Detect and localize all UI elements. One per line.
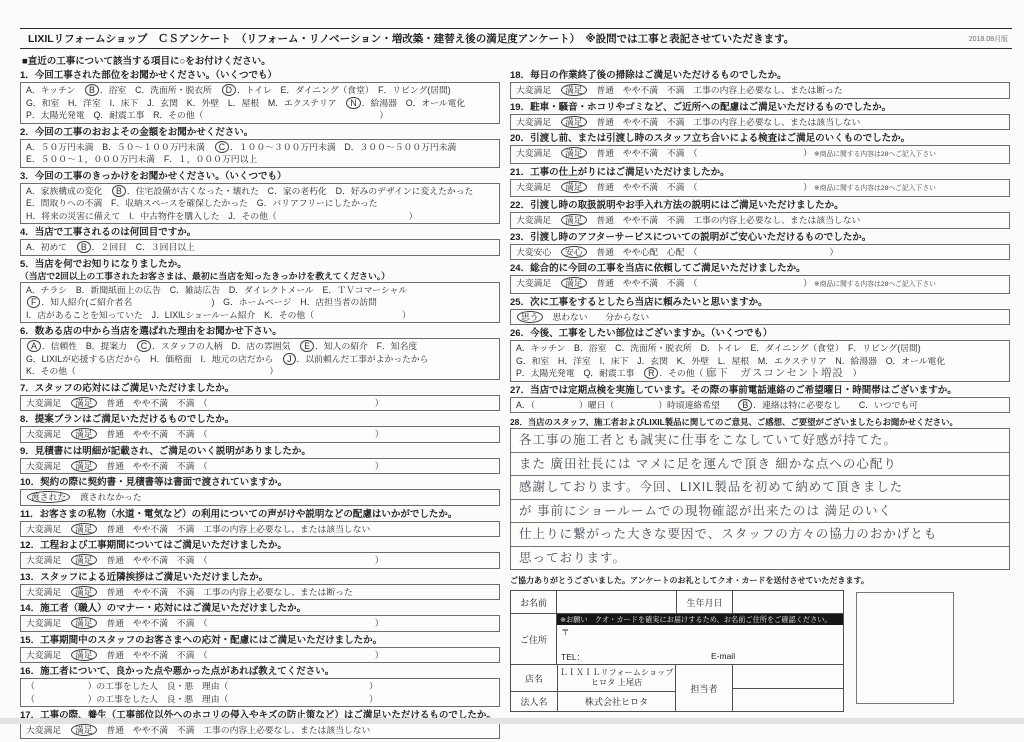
answer-line xyxy=(26,353,494,366)
option-text: A．キッチン xyxy=(26,85,85,95)
circled-option: 満足 xyxy=(561,116,587,128)
option-text: ．知人紹介(ご紹介者名 ) G．ホームページ H．店担当者の訪問 xyxy=(41,297,377,307)
question-23 xyxy=(510,232,1010,261)
question-title: 17．工事の際、養生（工事部位以外へのホコリの侵入やキズの防止策など）はご満足いただけるものでしたか。 xyxy=(20,710,496,721)
option-text: H．将来の災害に備えて I．中古物件を購入した J．その他（ ） xyxy=(26,210,418,221)
answer-line xyxy=(511,500,1009,524)
option-text: G．和室 H．洋室 I．床下 J．玄関 K．外壁 L．屋根 M．エクステリア N．給湯器 O．オール電化 xyxy=(516,355,946,366)
answer-box xyxy=(20,183,500,225)
option-text: G．LIXILが応援する店だから H．価格面 I．地元の店だから xyxy=(26,353,283,364)
left-question-column xyxy=(20,70,500,742)
option-text: ．浴室 C．洗面所・脱衣所 xyxy=(99,85,221,95)
question-title: 12．工程および工事期間についてはご満足いただけましたか。 xyxy=(20,540,287,551)
question-title: 27．当店では定期点検を実施しています。その際の事前電話連絡のご希望曜日・時間帯はございますか。 xyxy=(510,384,957,396)
question-19 xyxy=(510,102,1010,131)
option-text: 普通 やや不満 不満 （ ） xyxy=(97,555,384,565)
question-title: 4．当店で工事されるのは何回目ですか。 xyxy=(20,227,197,238)
question-6 xyxy=(20,326,500,380)
circled-option: B xyxy=(77,241,91,253)
circled-option: 満足 xyxy=(71,428,97,440)
answer-box xyxy=(20,678,500,707)
option-text: A．キッチン B．浴室 C．洗面所・脱衣所 D．トイレ E．ダイニング（食堂） F．リビング(居間) xyxy=(516,343,921,353)
answer-line xyxy=(26,554,494,567)
option-text: 渡されなかった xyxy=(71,492,142,502)
question-14 xyxy=(20,603,500,632)
option-text: 普通 やや不満 不満 工事の内容上必要なし、または該当しない xyxy=(97,523,371,534)
question-18 xyxy=(510,70,1010,99)
answer-box xyxy=(510,244,1010,261)
form-row-name xyxy=(511,591,843,614)
answer-line xyxy=(511,429,1009,453)
question-27 xyxy=(510,385,1010,414)
answer-box xyxy=(20,426,500,443)
circled-option: N xyxy=(346,97,360,109)
option-text: ．給湯器 O．オール電化 xyxy=(361,97,466,108)
option-text: P．太陽光発電 Q．耐震工事 xyxy=(516,368,644,378)
question-title: 14．施工者（職人）のマナー・応対にはご満足いただけましたか。 xyxy=(20,603,307,614)
question-11 xyxy=(20,509,500,538)
answer-box xyxy=(20,458,500,475)
footnote-text: ※商品に関する内容は28へご記入下さい xyxy=(813,281,936,288)
answer-box xyxy=(20,552,500,569)
option-text: 普通 やや不満 不満 工事の内容上必要なし、または該当しない xyxy=(97,725,371,735)
option-text: G．和室 H．洋室 I．床下 J．玄関 K．外壁 L．屋根 M．エクステリア xyxy=(26,97,346,108)
answer-line xyxy=(516,342,1004,355)
answer-line xyxy=(516,84,1004,97)
option-text: 大変満足 xyxy=(26,460,70,471)
question-title: 16．施工者について、良かった点や悪かった点があれば教えてください。 xyxy=(20,666,335,677)
question-title: 6．数ある店の中から当店を選ばれた理由をお聞かせ下さい。 xyxy=(20,326,282,337)
circled-option: B xyxy=(112,185,126,197)
handwritten-text: 廊下 ガスコンセント増設 xyxy=(705,367,844,379)
shop-value xyxy=(558,665,675,691)
question-17 xyxy=(20,710,500,739)
form-row-address xyxy=(511,614,843,665)
answer-line xyxy=(26,153,494,166)
respondent-form-area xyxy=(510,590,1010,712)
option-text: 大変満足 xyxy=(26,429,70,439)
contact-line xyxy=(557,651,843,664)
question-title: 24．総合的に今回の工事を当店に依頼してご満足いただけましたか。 xyxy=(510,263,806,274)
option-text: E．間取りへの不満 F．収納スペースを確保したかった G．バリアフリーにしたかった xyxy=(26,198,378,208)
thanks-note: ご協力ありがとうございました。アンケートのお礼としてクオ・カードを送付させていただきます。 xyxy=(510,576,869,585)
form-row-corp xyxy=(511,692,675,711)
option-text: ．知人の紹介 F．知名度 xyxy=(315,341,418,351)
option-text: 普通 やや不満 不満 （ ） xyxy=(97,460,384,471)
birthdate-label: 生年月日 xyxy=(677,591,733,613)
address-note-bar: ※お願い クオ・カードを確実にお届けするため、お名前ご住所をご確認ください。 xyxy=(557,614,843,625)
answer-line xyxy=(26,693,494,706)
option-text: ．連絡は特に必要なし C．いつでも可 xyxy=(753,399,918,410)
circled-option: 満足 xyxy=(561,147,587,159)
answer-line xyxy=(516,147,1004,162)
option-text: ．トイレ E．ダイニング（食堂） F．リビング(居間) xyxy=(237,85,451,95)
question-title: 8．提案プランはご満足いただけるものでしたか。 xyxy=(20,414,235,425)
option-text: ．２回目 C．３回目以上 xyxy=(91,242,195,252)
right-questions xyxy=(510,70,1010,570)
option-text: A．５０万円未満 B．５０～１００万円未満 xyxy=(26,141,214,152)
instruction-text: ■直近の工事について該当する項目に○をお付けください。 xyxy=(22,56,271,67)
question-title: 18．毎日の作業終了後の掃除はご満足いただけるものでしたか。 xyxy=(510,70,787,81)
option-text: （ ）の工事をした人 良・悪 理由（ ） xyxy=(26,681,378,691)
answer-line xyxy=(26,84,494,97)
circled-option: E xyxy=(300,340,314,352)
option-text: 大変満足 xyxy=(516,215,560,225)
header-bar xyxy=(20,28,1012,49)
option-text: 普通 やや不満 不満 （ ） xyxy=(587,181,812,192)
question-8 xyxy=(20,414,500,443)
answer-line xyxy=(26,309,494,322)
question-28 xyxy=(510,416,1010,570)
option-text: A．初めて xyxy=(26,242,76,252)
tel-label: TEL： xyxy=(561,652,586,662)
shop-corp-cells xyxy=(511,665,676,711)
circled-option: 満足 xyxy=(561,84,587,96)
handwritten-text: 思っております。 xyxy=(519,550,627,565)
question-4 xyxy=(20,227,500,256)
answer-line xyxy=(516,277,1004,292)
question-25 xyxy=(510,297,1010,326)
shop-value-line2: ヒロタ 上尾店 xyxy=(590,678,643,687)
circled-option: 満足 xyxy=(71,460,97,472)
answer-line xyxy=(516,181,1004,196)
circled-option: B xyxy=(85,84,99,96)
option-text: ．以前頼んだ工事がよかったから xyxy=(296,353,429,364)
circled-option: C xyxy=(215,141,229,153)
option-text: 普通 やや不満 不満 工事の内容上必要なし、または該当しない xyxy=(587,116,861,127)
question-16 xyxy=(20,666,500,707)
answer-box xyxy=(510,275,1010,294)
handwritten-text: 感謝しております。今回、LIXIL製品を初めて納めて頂きました xyxy=(519,480,904,494)
option-text: A．家族構成の変化 xyxy=(26,185,112,196)
shop-value-line1: ＬＩＸＩＬリフォームショップ xyxy=(559,668,674,677)
option-text: （ ）の工事をした人 良・悪 理由（ ） xyxy=(26,693,378,704)
version-label: 2018.08月版 xyxy=(968,35,1008,43)
option-text: 大変満足 xyxy=(26,555,70,565)
option-text: ．その他（ xyxy=(659,368,706,378)
corp-label: 法人名 xyxy=(511,692,558,711)
answer-box xyxy=(510,114,1010,131)
answer-line xyxy=(26,365,494,378)
answer-line xyxy=(26,197,494,210)
option-text: ．住宅設備が古くなった・壊れた C．家の老朽化 D．好みのデザインに変えたかった xyxy=(126,185,474,196)
staff-label: 担当者 xyxy=(676,665,733,711)
answer-line xyxy=(26,680,494,693)
postal-mark: 〒 xyxy=(561,627,570,637)
circled-option: R xyxy=(644,367,658,379)
answer-line xyxy=(26,617,494,630)
option-text: 大変満足 xyxy=(516,148,560,158)
answer-box xyxy=(20,722,500,739)
address-field xyxy=(557,614,843,664)
question-26 xyxy=(510,328,1010,382)
right-question-column xyxy=(510,70,1010,712)
circled-option: 満足 xyxy=(71,523,97,535)
answer-line xyxy=(26,724,494,737)
option-text: 大変満足 xyxy=(26,725,70,735)
option-text: 普通 やや不満 不満 （ ） xyxy=(97,649,384,660)
question-24 xyxy=(510,263,1010,294)
question-title: 21．工事の仕上がりにはご満足いただけましたか。 xyxy=(510,166,730,178)
page-title: LIXILリフォームショップ ＣＳアンケート （リフォーム・リノベーション・増改築・建替え後の満足度アンケート） ※設問では工事と表記させていただきます。 xyxy=(28,33,795,45)
question-5 xyxy=(20,259,500,324)
answer-line xyxy=(516,214,1004,227)
answer-box xyxy=(20,521,500,538)
option-text: 大変満足 xyxy=(26,586,70,597)
staff-field-2 xyxy=(733,689,843,712)
answer-line xyxy=(26,586,494,599)
option-text: 普通 やや心配 心配 （ ） xyxy=(587,246,839,257)
answer-line xyxy=(516,367,1004,380)
question-title: 1．今回工事された部位をお聞かせください。（いくつでも） xyxy=(20,70,278,81)
option-text: 普通 やや不満 不満 （ ） xyxy=(587,278,812,288)
two-column-layout xyxy=(20,70,1012,742)
circled-option: 満足 xyxy=(561,181,587,193)
option-text: 普通 やや不満 不満 工事の内容上必要なし、または該当しない xyxy=(587,215,861,225)
answer-line xyxy=(26,109,494,122)
answer-box xyxy=(510,82,1010,99)
question-subtitle: （当店で2回以上の工事されたお客さまは、最初に当店を知ったきっかけを教えてください。） xyxy=(20,270,390,281)
form-row-shop-corp xyxy=(511,665,843,711)
option-text: 普通 やや不満 不満 （ ） xyxy=(97,397,384,408)
option-text: 普通 やや不満 不満 工事の内容上必要なし、または断った xyxy=(587,85,843,95)
question-3 xyxy=(20,171,500,225)
option-text: ．スタッフの人柄 D．店の雰囲気 xyxy=(152,341,300,351)
circled-option: 満足 xyxy=(71,397,97,409)
question-title: 3．今回の工事のきっかけをお聞かせください。（いくつでも） xyxy=(20,170,287,182)
question-title: 26．今後、工事をしたい部位はございますか。（いくつでも） xyxy=(510,328,773,339)
respondent-form-table xyxy=(510,590,844,712)
answer-line xyxy=(26,397,494,410)
option-text: 大変満足 xyxy=(516,278,560,288)
answer-box xyxy=(20,395,500,412)
answer-line xyxy=(26,340,494,353)
answer-line xyxy=(516,399,1004,412)
name-field xyxy=(557,591,677,613)
option-text: K．その他（ ） xyxy=(26,366,279,376)
question-title: 19．駐車・騒音・ホコリやゴミなど、ご近所への配慮はご満足いただけるものでしたか。 xyxy=(510,101,892,113)
question-title: 9．見積書には明細が記載され、ご満足のいく説明がありましたか。 xyxy=(20,445,311,457)
circled-option: 満足 xyxy=(561,277,587,289)
answer-box xyxy=(510,309,1010,326)
question-title: 7．スタッフの応対にはご満足いただけましたか。 xyxy=(20,382,235,394)
option-text: A．チラシ B．新聞紙面上の広告 C．雑誌広告 D．ダイレクトメール E．ＴＶコマーシャル xyxy=(26,284,408,295)
answer-box xyxy=(20,139,500,168)
circled-option: 満足 xyxy=(561,214,587,226)
option-text: 大変満足 xyxy=(26,397,70,408)
name-label: お名前 xyxy=(511,591,557,613)
circled-option: F xyxy=(27,296,40,308)
answer-line xyxy=(516,116,1004,129)
option-text: ） xyxy=(843,368,862,378)
answer-line xyxy=(516,246,1004,259)
handwritten-text: 仕上りに繋がった大きな要因で、スタッフの方々の協力のおかげとも xyxy=(519,527,938,541)
answer-line xyxy=(511,476,1009,500)
answer-line xyxy=(516,355,1004,368)
question-12 xyxy=(20,540,500,569)
option-text: A．（ ）曜日（ ）時頃連絡希望 xyxy=(516,399,738,410)
answer-line xyxy=(26,141,494,154)
answer-box xyxy=(20,489,500,506)
answer-line xyxy=(511,453,1009,477)
option-text: 普通 やや不満 不満 （ ） xyxy=(97,618,384,628)
handwritten-text: が 事前にショールームでの現物確認が出来たのは 満足のいく xyxy=(519,503,892,518)
circled-option: J xyxy=(283,353,295,365)
circled-option: A xyxy=(27,340,41,352)
answer-box xyxy=(510,212,1010,229)
question-20 xyxy=(510,133,1010,164)
answer-line xyxy=(511,523,1009,547)
staff-fields xyxy=(733,665,843,711)
answer-box xyxy=(20,338,500,380)
option-text: 大変満足 xyxy=(516,116,560,127)
answer-line xyxy=(26,460,494,473)
answer-box xyxy=(20,615,500,632)
answer-line xyxy=(26,284,494,297)
circled-option: B xyxy=(738,399,752,411)
circled-option: 思う xyxy=(517,311,543,323)
answer-box xyxy=(510,397,1010,414)
answer-line xyxy=(26,185,494,198)
question-title: 2．今回の工事のおおよその金額をお聞かせください。 xyxy=(20,126,254,138)
answer-line xyxy=(26,296,494,309)
question-title: 25．次に工事をするとしたら当店に頼みたいと思いますか。 xyxy=(510,296,768,308)
circled-option: 満足 xyxy=(71,649,97,661)
circled-option: 満足 xyxy=(71,586,97,598)
staff-field-1 xyxy=(733,665,843,689)
question-title: 23．引渡し時のアフターサービスについての説明がご安心いただけるものでしたか。 xyxy=(510,231,872,243)
question-10 xyxy=(20,477,500,506)
question-15 xyxy=(20,635,500,664)
answer-box xyxy=(20,584,500,601)
corp-value: 株式会社ヒロタ xyxy=(584,697,648,707)
address-label: ご住所 xyxy=(511,614,557,664)
question-13 xyxy=(20,572,500,601)
question-21 xyxy=(510,167,1010,198)
option-text: 思わない 分からない xyxy=(543,311,650,322)
answer-line xyxy=(26,97,494,110)
circled-option: C xyxy=(137,340,151,352)
question-title: 13．スタッフによる近隣挨拶はご満足いただけましたか。 xyxy=(20,571,269,583)
option-text: 普通 やや不満 不満 （ ） xyxy=(97,429,384,439)
answer-box xyxy=(20,282,500,324)
option-text: 普通 やや不満 不満 （ ） xyxy=(587,148,812,158)
answer-line xyxy=(26,428,494,441)
stamp-box xyxy=(856,592,954,704)
footnote-text: ※商品に関する内容は28へご記入下さい xyxy=(813,184,936,192)
handwritten-text: また 廣田社長には マメに足を運んで頂き 細かな点への心配り xyxy=(519,456,897,471)
option-text: 大変安心 xyxy=(516,246,560,257)
question-title: 15．工事期間中のスタッフのお客さまへの応対・配慮にはご満足いただけましたか。 xyxy=(20,634,383,646)
answer-line xyxy=(26,491,494,504)
footnote-text: ※商品に関する内容は28へご記入下さい xyxy=(813,151,936,158)
answer-line xyxy=(26,523,494,536)
birthdate-field xyxy=(733,591,843,613)
question-7 xyxy=(20,383,500,412)
question-22 xyxy=(510,200,1010,229)
shop-label: 店名 xyxy=(511,665,558,691)
option-text: 普通 やや不満 不満 工事の内容上必要なし、または断った xyxy=(97,586,353,597)
handwritten-text: 各工事の施工者とも誠実に仕事をこなしていて好感が持てた。 xyxy=(519,433,898,447)
circled-option: 満足 xyxy=(71,554,97,566)
circled-option: 渡された xyxy=(27,491,70,503)
option-text: E．５００～１，０００万円未満 F．１，０００万円以上 xyxy=(26,154,258,164)
question-title: 20．引渡し前、または引渡し時のスタッフ立ち合いによる検査はご満足のいくものでしたか。 xyxy=(510,133,911,144)
question-title: 11．お客さまの私物（水道・電気など）の利用についての声がけや説明などの配慮はいかがでしたか。 xyxy=(20,508,458,520)
option-text: ．１００～３００万円未満 D．３００～５００万円未満 xyxy=(230,141,457,152)
answer-box xyxy=(20,239,500,256)
answer-line xyxy=(26,210,494,223)
question-1 xyxy=(20,70,500,124)
question-title: 10．契約の際に契約書・見積書等は書面で渡されていますか。 xyxy=(20,477,288,488)
answer-box xyxy=(510,145,1010,164)
answer-line xyxy=(26,649,494,662)
question-title: 28．当店のスタッフ、施工者およびLIXIL製品に関してのご意見、ご感想、ご要望がございましたらお聞かせください。 xyxy=(510,417,958,427)
circled-option: D xyxy=(222,84,236,96)
answer-line xyxy=(511,547,1009,570)
answer-box xyxy=(510,428,1010,570)
answer-box xyxy=(510,179,1010,198)
option-text: ．信頼性 B．提案力 xyxy=(41,341,136,351)
answer-line xyxy=(516,311,1004,324)
answer-box xyxy=(20,647,500,664)
circled-option: 満足 xyxy=(71,724,97,736)
question-2 xyxy=(20,127,500,168)
question-title: 5．当店を何でお知りになりましたか。 xyxy=(20,258,187,270)
email-label: E-mail xyxy=(711,651,736,661)
answer-line xyxy=(26,241,494,254)
form-row-shop xyxy=(511,665,675,692)
option-text: 大変満足 xyxy=(26,649,70,660)
option-text: 大変満足 xyxy=(26,618,70,628)
question-9 xyxy=(20,446,500,475)
option-text: P．太陽光発電 Q．耐震工事 R．その他（ ） xyxy=(26,110,389,120)
circled-option: 満足 xyxy=(71,617,97,629)
question-title: 22．引渡し時の取扱説明やお手入れ方法の説明にはご満足いただけましたか。 xyxy=(510,200,844,211)
answer-box xyxy=(510,340,1010,382)
circled-option: 安心 xyxy=(561,246,587,258)
answer-box xyxy=(20,82,500,124)
option-text: 大変満足 xyxy=(516,85,560,95)
option-text: 大変満足 xyxy=(516,181,560,192)
option-text: I．店があることを知っていた J．LIXILショールーム紹介 K．その他（ ） xyxy=(26,309,411,320)
option-text: 大変満足 xyxy=(26,523,70,534)
